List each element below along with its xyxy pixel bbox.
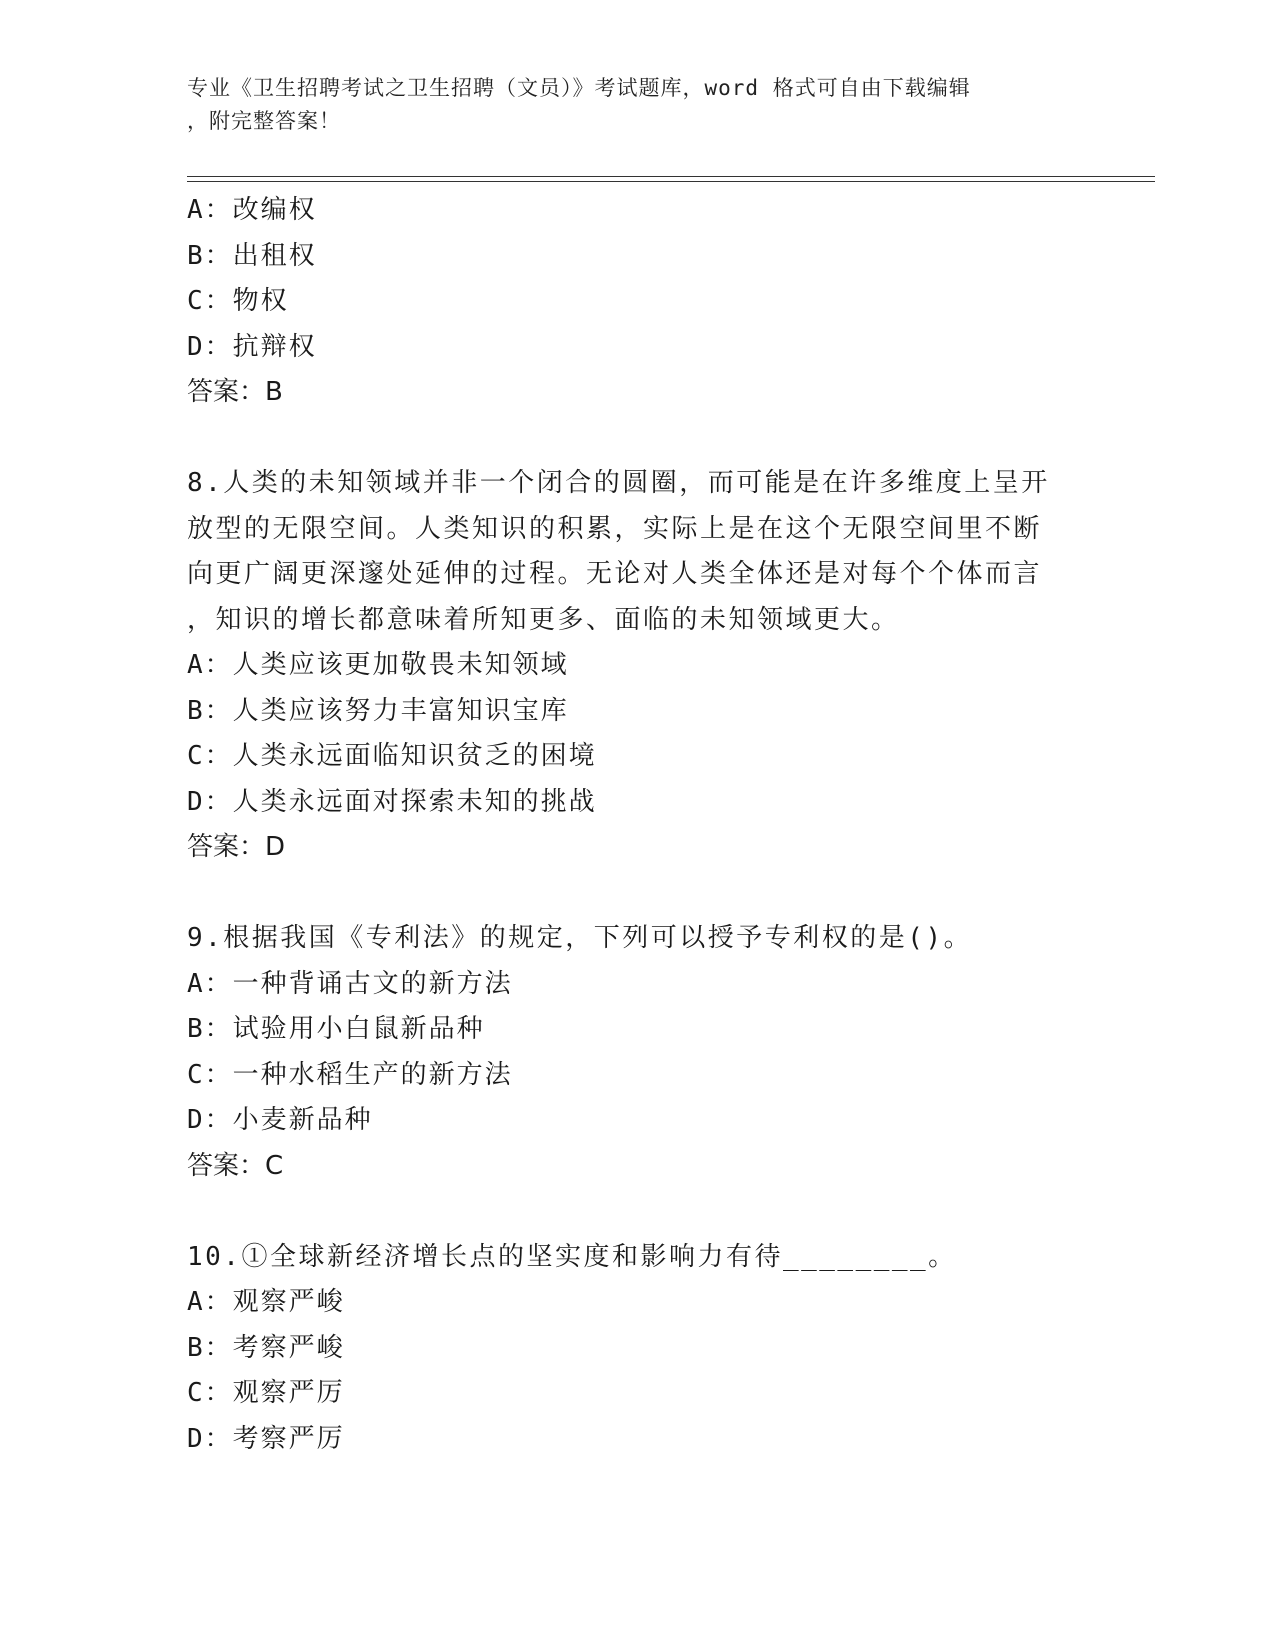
- stem-line: 8.人类的未知领域并非一个闭合的圆圈，而可能是在许多维度上呈开: [187, 468, 1050, 498]
- option-c: C：人类永远面临知识贫乏的困境: [187, 741, 597, 771]
- stem-line: ，知识的增长都意味着所知更多、面临的未知领域更大。: [187, 604, 900, 635]
- answer: 答案：D: [187, 832, 286, 862]
- spacer: [187, 871, 1087, 917]
- question-8: [187, 461, 1087, 871]
- stem-line: 9.根据我国《专利法》的规定，下列可以授予专利权的是()。: [187, 923, 973, 953]
- question-stem: [187, 461, 1087, 643]
- option-d: D：人类永远面对探索未知的挑战: [187, 786, 597, 817]
- option-b: B：考察严峻: [187, 1332, 345, 1363]
- option-b: B：试验用小白鼠新品种: [187, 1014, 485, 1044]
- option-d: D：小麦新品种: [187, 1105, 373, 1135]
- spacer: [187, 416, 1087, 462]
- option-a: A：一种背诵古文的新方法: [187, 968, 513, 999]
- question-stem: [187, 1235, 1087, 1281]
- option-a: A：改编权: [187, 195, 317, 225]
- option-a: A：人类应该更加敬畏未知领域: [187, 650, 569, 680]
- option-d: D：考察严厉: [187, 1423, 345, 1454]
- stem-line: 10.①全球新经济增长点的坚实度和影响力有待________。: [187, 1241, 957, 1272]
- spacer: [187, 1189, 1087, 1235]
- header-line-2: ，附完整答案！: [187, 109, 341, 133]
- option-b: B：出租权: [187, 240, 317, 271]
- question-10: [187, 1235, 1087, 1463]
- document-header: [187, 72, 1067, 138]
- header-line-1: 专业《卫生招聘考试之卫生招聘（文员）》考试题库，word 格式可自由下载编辑: [187, 76, 971, 100]
- question-7: [187, 188, 1087, 416]
- option-d: D：抗辩权: [187, 331, 317, 362]
- question-list: [187, 188, 1087, 1462]
- stem-line: 放型的无限空间。人类知识的积累，实际上是在这个无限空间里不断: [187, 513, 1043, 544]
- answer: 答案：B: [187, 377, 283, 407]
- question-stem: [187, 916, 1087, 962]
- option-c: C：观察严厉: [187, 1378, 345, 1408]
- question-9: [187, 916, 1087, 1189]
- header-divider-bottom: [187, 181, 1155, 182]
- header-divider-top: [187, 176, 1155, 177]
- option-c: C：一种水稻生产的新方法: [187, 1059, 513, 1090]
- option-a: A：观察严峻: [187, 1287, 345, 1317]
- stem-line: 向更广阔更深邃处延伸的过程。无论对人类全体还是对每个个体而言: [187, 559, 1043, 589]
- answer: 答案：C: [187, 1150, 284, 1181]
- option-c: C：物权: [187, 286, 289, 316]
- option-b: B：人类应该努力丰富知识宝库: [187, 695, 569, 726]
